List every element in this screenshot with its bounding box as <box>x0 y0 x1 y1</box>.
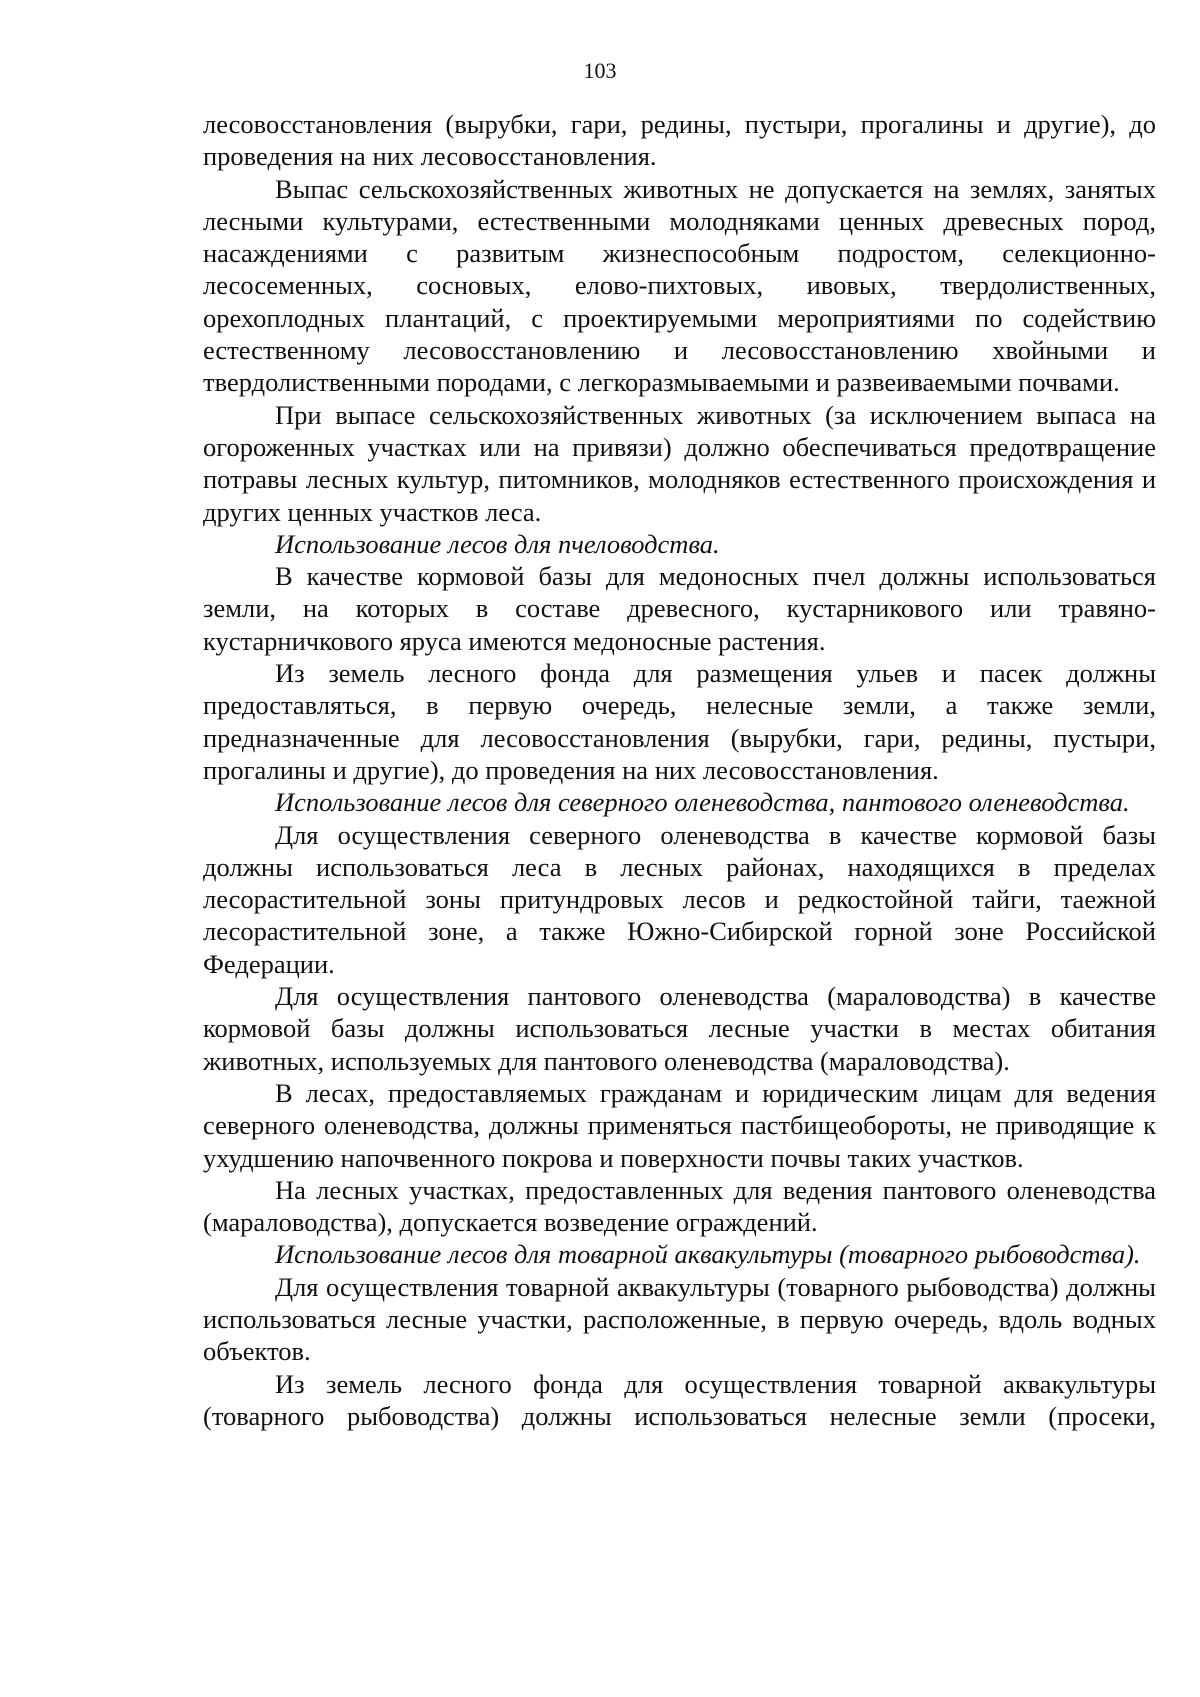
body-paragraph: При выпасе сельскохозяйственных животных (за исключением выпаса на огороженных участках или на привязи) должно обеспечиваться предотвращение потравы лесных культур, питомников, молодняков естественного происхождения и других ценных участков леса. <box>203 399 1156 527</box>
section-heading: Использование лесов для пчеловодства. <box>275 528 720 559</box>
body-paragraph: Выпас сельскохозяйственных животных не допускается на землях, занятых лесными культурами, естественными молодняками ценных древесных пород, насаждениями с развитым жизнеспособным подростом, селекционно-лесосеменных, сосновых, елово-пихтовых, ивовых, твердолиственных, орехоплодных плантаций, с проектируемыми мероприятиями по содействию естественному лесовосстановлению и лесовосстановлению хвойными и твердолиственными породами, с легкоразмываемыми и развеиваемыми почвами. <box>203 173 1156 398</box>
section-heading: Использование лесов для товарной аквакультуры (товарного рыбоводства). <box>275 1239 1141 1270</box>
body-paragraph: Из земель лесного фонда для размещения ульев и пасек должны предоставляться, в первую очередь, нелесные земли, а также земли, предназначенные для лесовосстановления (вырубки, гари, редины, пустыри, прогалины и другие), до проведения на них лесовосстановления. <box>203 658 1156 785</box>
body-paragraph: лесовосстановления (вырубки, гари, редины, пустыри, прогалины и другие), до проведения на них лесовосстановления. <box>203 109 1156 172</box>
body-paragraph: Для осуществления товарной аквакультуры (товарного рыбоводства) должны использоваться лесные участки, расположенные, в первую очередь, вдоль водных объектов. <box>203 1271 1156 1367</box>
body-paragraph: Из земель лесного фонда для осуществления товарной аквакультуры (товарного рыбоводства) должны использоваться нелесные земли (просеки, <box>203 1368 1156 1431</box>
body-paragraph: Для осуществления северного оленеводства в качестве кормовой базы должны использоваться леса в лесных районах, находящихся в пределах лесорастительной зоны притундровых лесов и редкостойной тайги, таежной лесорастительной зоне, а также Южно-Сибирской горной зоне Российской Федерации. <box>203 819 1156 979</box>
page-number: 103 <box>583 58 617 83</box>
body-paragraph: В лесах, предоставляемых гражданам и юридическим лицам для ведения северного оленеводства, должны применяться пастбищеобороты, не приводящие к ухудшению напочвенного покрова и поверхности почвы таких участков. <box>203 1077 1156 1173</box>
body-paragraph: В качестве кормовой базы для медоносных пчел должны использоваться земли, на которых в составе древесного, кустарникового или травяно-кустарничкового яруса имеются медоносные растения. <box>203 561 1156 656</box>
section-heading: Использование лесов для северного оленеводства, пантового оленеводства. <box>275 787 1130 818</box>
document-body <box>203 108 1156 1432</box>
body-paragraph: Для осуществления пантового оленеводства (мараловодства) в качестве кормовой базы должны использоваться лесные участки в местах обитания животных, используемых для пантового оленеводства (мараловодства). <box>203 981 1156 1076</box>
body-paragraph: На лесных участках, предоставленных для ведения пантового оленеводства (мараловодства), допускается возведение ограждений. <box>203 1174 1156 1238</box>
